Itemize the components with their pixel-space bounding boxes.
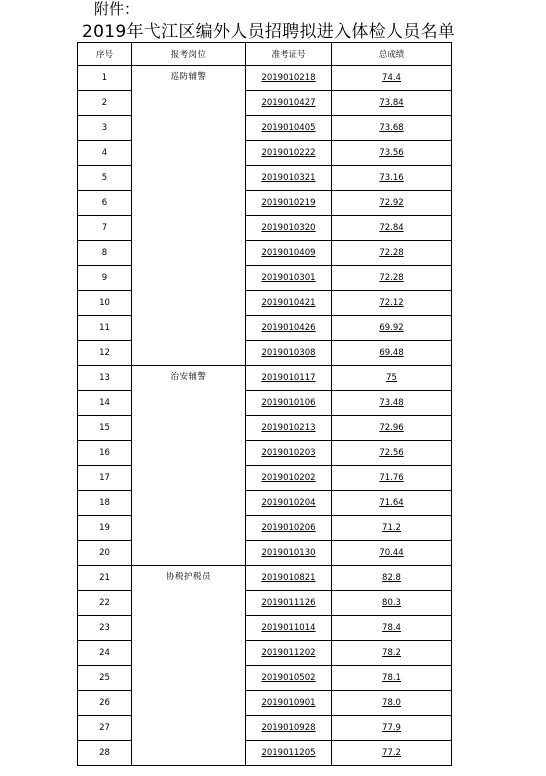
total-score-cell: 77.2 [332,741,452,766]
total-score-cell: 73.68 [332,116,452,141]
total-score-cell: 73.48 [332,391,452,416]
exam-id-cell: 2019010218 [246,66,332,91]
row-number: 10 [78,291,132,316]
table-header-row [78,43,452,66]
row-number: 1 [78,66,132,91]
total-score-cell: 74.4 [332,66,452,91]
total-score-cell: 72.84 [332,216,452,241]
total-score-cell: 73.16 [332,166,452,191]
candidate-table [77,42,452,766]
row-number: 5 [78,166,132,191]
row-number: 16 [78,441,132,466]
exam-id-cell: 2019011126 [246,591,332,616]
row-number: 6 [78,191,132,216]
row-number: 8 [78,241,132,266]
exam-id-cell: 2019010213 [246,416,332,441]
total-score-cell: 73.56 [332,141,452,166]
page-title: 2019年弋江区编外人员招聘拟进入体检人员名单 [82,22,456,42]
row-number: 21 [78,566,132,591]
row-number: 19 [78,516,132,541]
exam-id-cell: 2019010821 [246,566,332,591]
exam-id-cell: 2019010427 [246,91,332,116]
row-number: 4 [78,141,132,166]
total-score-cell: 72.28 [332,241,452,266]
total-score-cell: 73.84 [332,91,452,116]
total-score-cell: 72.92 [332,191,452,216]
total-score-cell: 72.12 [332,291,452,316]
row-number: 15 [78,416,132,441]
column-header-position: 报考岗位 [132,43,246,66]
exam-id-cell: 2019010421 [246,291,332,316]
total-score-cell: 72.96 [332,416,452,441]
total-score-cell: 70.44 [332,541,452,566]
row-number: 23 [78,616,132,641]
exam-id-cell: 2019010320 [246,216,332,241]
exam-id-cell: 2019010301 [246,266,332,291]
row-number: 17 [78,466,132,491]
position-cell: 巡防辅警 [132,66,246,366]
row-number: 7 [78,216,132,241]
exam-id-cell: 2019010308 [246,341,332,366]
exam-id-cell: 2019010928 [246,716,332,741]
total-score-cell: 75 [332,366,452,391]
total-score-cell: 69.48 [332,341,452,366]
total-score-cell: 82.8 [332,566,452,591]
position-cell: 协税护税员 [132,566,246,766]
table-row [78,566,452,591]
exam-id-cell: 2019010203 [246,441,332,466]
exam-id-cell: 2019010106 [246,391,332,416]
row-number: 3 [78,116,132,141]
exam-id-cell: 2019010130 [246,541,332,566]
exam-id-cell: 2019010219 [246,191,332,216]
row-number: 14 [78,391,132,416]
total-score-cell: 78.4 [332,616,452,641]
exam-id-cell: 2019010222 [246,141,332,166]
row-number: 18 [78,491,132,516]
table-row [78,66,452,91]
total-score-cell: 78.1 [332,666,452,691]
total-score-cell: 71.64 [332,491,452,516]
exam-id-cell: 2019010321 [246,166,332,191]
table-row [78,366,452,391]
row-number: 13 [78,366,132,391]
total-score-cell: 71.2 [332,516,452,541]
exam-id-cell: 2019010117 [246,366,332,391]
exam-id-cell: 2019010204 [246,491,332,516]
row-number: 26 [78,691,132,716]
total-score-cell: 78.2 [332,641,452,666]
column-header-exam-id: 准考证号 [246,43,332,66]
row-number: 25 [78,666,132,691]
exam-id-cell: 2019011205 [246,741,332,766]
row-number: 12 [78,341,132,366]
row-number: 27 [78,716,132,741]
total-score-cell: 77.9 [332,716,452,741]
table-body [78,66,452,766]
total-score-cell: 72.28 [332,266,452,291]
position-cell: 治安辅警 [132,366,246,566]
exam-id-cell: 2019010206 [246,516,332,541]
total-score-cell: 69.92 [332,316,452,341]
exam-id-cell: 2019010502 [246,666,332,691]
total-score-cell: 71.76 [332,466,452,491]
row-number: 9 [78,266,132,291]
exam-id-cell: 2019010409 [246,241,332,266]
column-header-number: 序号 [78,43,132,66]
row-number: 2 [78,91,132,116]
exam-id-cell: 2019010901 [246,691,332,716]
exam-id-cell: 2019010202 [246,466,332,491]
exam-id-cell: 2019011014 [246,616,332,641]
row-number: 24 [78,641,132,666]
exam-id-cell: 2019011202 [246,641,332,666]
row-number: 20 [78,541,132,566]
exam-id-cell: 2019010426 [246,316,332,341]
row-number: 22 [78,591,132,616]
row-number: 11 [78,316,132,341]
exam-id-cell: 2019010405 [246,116,332,141]
total-score-cell: 78.0 [332,691,452,716]
column-header-total-score: 总成绩 [332,43,452,66]
row-number: 28 [78,741,132,766]
total-score-cell: 80.3 [332,591,452,616]
attachment-label: 附件： [94,0,140,18]
total-score-cell: 72.56 [332,441,452,466]
